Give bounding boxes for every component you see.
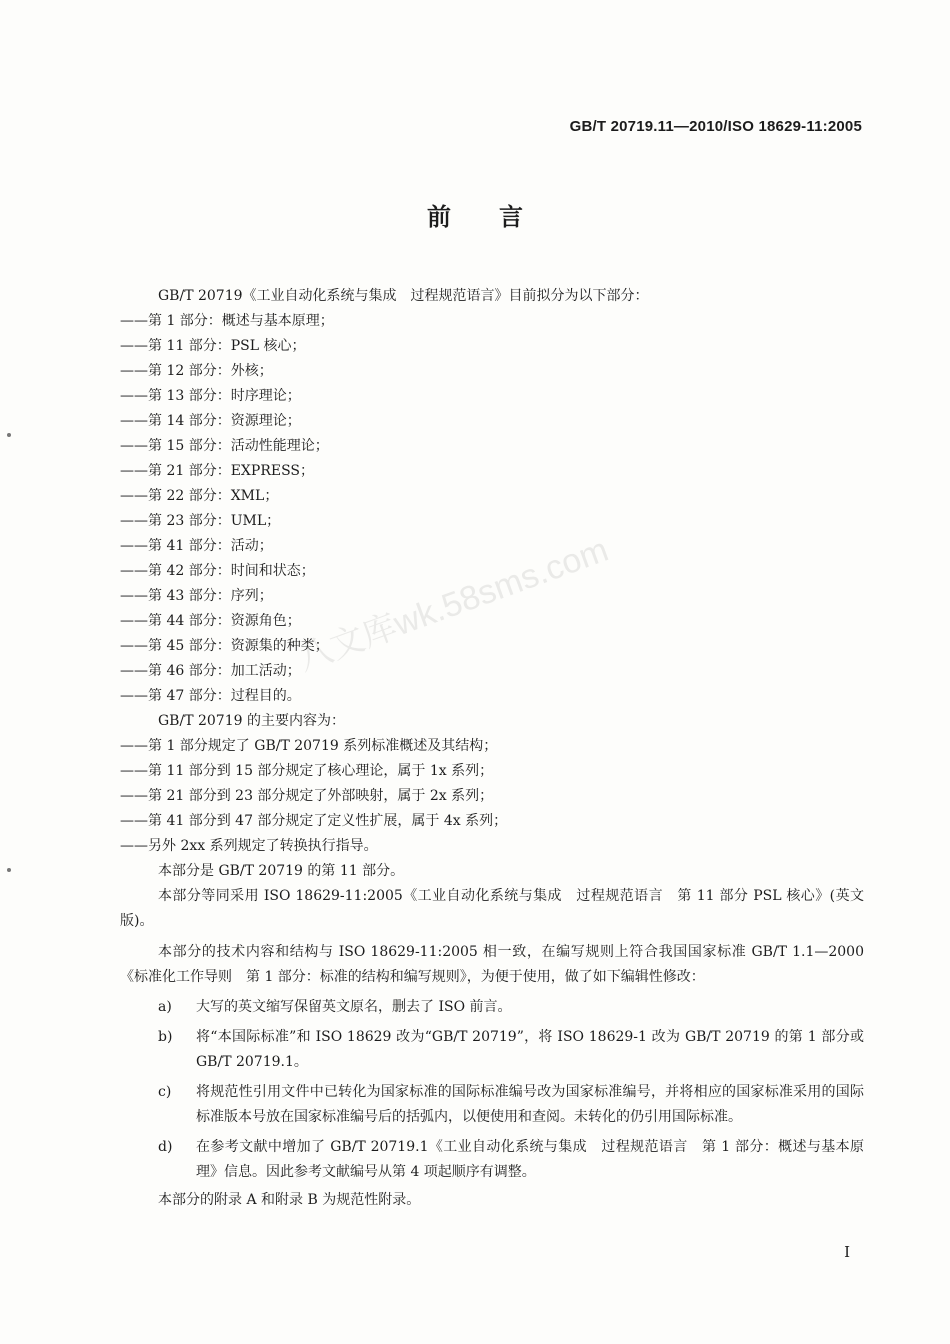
- list-item: ——第 44 部分：资源角色；: [120, 613, 301, 629]
- edit-label: a): [158, 999, 172, 1015]
- list-item: ——第 23 部分：UML；: [120, 513, 281, 529]
- edit-label: d): [158, 1139, 173, 1155]
- list-item: ——第 21 部分到 23 部分规定了外部映射，属于 2x 系列；: [120, 788, 494, 804]
- list-item: ——第 13 部分：时序理论；: [120, 388, 301, 404]
- edit-item: [120, 1135, 864, 1185]
- list-item: ——第 1 部分：概述与基本原理；: [120, 313, 334, 329]
- edit-text: 将规范性引用文件中已转化为国家标准的国际标准编号改为国家标准编号，并将相应的国家标准采用的国际标准版本号放在国家标准编号后的括弧内，以便使用和查阅。未转化的仍引用国际标准。: [196, 1084, 864, 1125]
- parts-list: [120, 309, 864, 709]
- consistency-paragraph: 本部分的技术内容和结构与 ISO 18629-11:2005 相一致，在编写规则上符合我国国家标准 GB/T 1.1—2000《标准化工作导则 第 1 部分：标准的结构和编写规则》，为便于使用，做了如下编辑性修改：: [120, 944, 864, 985]
- list-item: ——第 22 部分：XML；: [120, 488, 279, 504]
- list-item: ——第 14 部分：资源理论；: [120, 413, 301, 429]
- list-item: ——第 42 部分：时间和状态；: [120, 563, 315, 579]
- list-item: ——第 1 部分规定了 GB/T 20719 系列标准概述及其结构；: [120, 738, 498, 754]
- edit-item: [120, 995, 864, 1020]
- page-title: 前言: [427, 203, 571, 231]
- list-item: ——第 15 部分：活动性能理论；: [120, 438, 329, 454]
- list-item: ——第 41 部分到 47 部分规定了定义性扩展，属于 4x 系列；: [120, 813, 508, 829]
- page-number: I: [844, 1243, 850, 1261]
- edit-label: b): [158, 1029, 173, 1045]
- adoption-paragraph: 本部分等同采用 ISO 18629-11:2005《工业自动化系统与集成 过程规范语言 第 11 部分 PSL 核心》(英文版)。: [120, 888, 864, 929]
- list-item: ——第 12 部分：外核；: [120, 363, 273, 379]
- list-item: ——第 41 部分：活动；: [120, 538, 273, 554]
- main-content-intro: GB/T 20719 的主要内容为：: [158, 713, 345, 729]
- list-item: ——另外 2xx 系列规定了转换执行指导。: [120, 838, 378, 854]
- main-content-list: [120, 734, 864, 859]
- binding-mark: [7, 868, 11, 872]
- list-item: ——第 11 部分到 15 部分规定了核心理论，属于 1x 系列；: [120, 763, 494, 779]
- list-item: ——第 47 部分：过程目的。: [120, 688, 301, 704]
- edit-text: 大写的英文缩写保留英文原名，删去了 ISO 前言。: [196, 999, 512, 1015]
- list-item: ——第 43 部分：序列；: [120, 588, 273, 604]
- edit-text: 在参考文献中增加了 GB/T 20719.1《工业自动化系统与集成 过程规范语言 第 1 部分：概述与基本原理》信息。因此参考文献编号从第 4 项起顺序有调整。: [196, 1139, 864, 1180]
- list-item: ——第 11 部分：PSL 核心；: [120, 338, 306, 354]
- list-item: ——第 46 部分：加工活动；: [120, 663, 301, 679]
- document-body: [120, 284, 864, 1213]
- edit-text: 将“本国际标准”和 ISO 18629 改为“GB/T 20719”，将 ISO 18629-1 改为 GB/T 20719 的第 1 部分或 GB/T 20719.1。: [196, 1029, 864, 1070]
- edit-item: [120, 1025, 864, 1075]
- edits-list: [120, 995, 864, 1185]
- list-item: ——第 45 部分：资源集的种类；: [120, 638, 329, 654]
- edit-item: [120, 1080, 864, 1130]
- list-item: ——第 21 部分：EXPRESS；: [120, 463, 315, 479]
- standard-number: GB/T 20719.11—2010/ISO 18629-11:2005: [569, 118, 862, 135]
- edit-label: c): [158, 1084, 172, 1100]
- watermark: 八文库wk.58sms.com: [293, 530, 614, 679]
- binding-mark: [7, 433, 11, 437]
- this-part-paragraph: 本部分是 GB/T 20719 的第 11 部分。: [158, 863, 405, 879]
- intro-paragraph: GB/T 20719《工业自动化系统与集成 过程规范语言》目前拟分为以下部分：: [158, 288, 649, 304]
- annex-paragraph: 本部分的附录 A 和附录 B 为规范性附录。: [158, 1192, 421, 1208]
